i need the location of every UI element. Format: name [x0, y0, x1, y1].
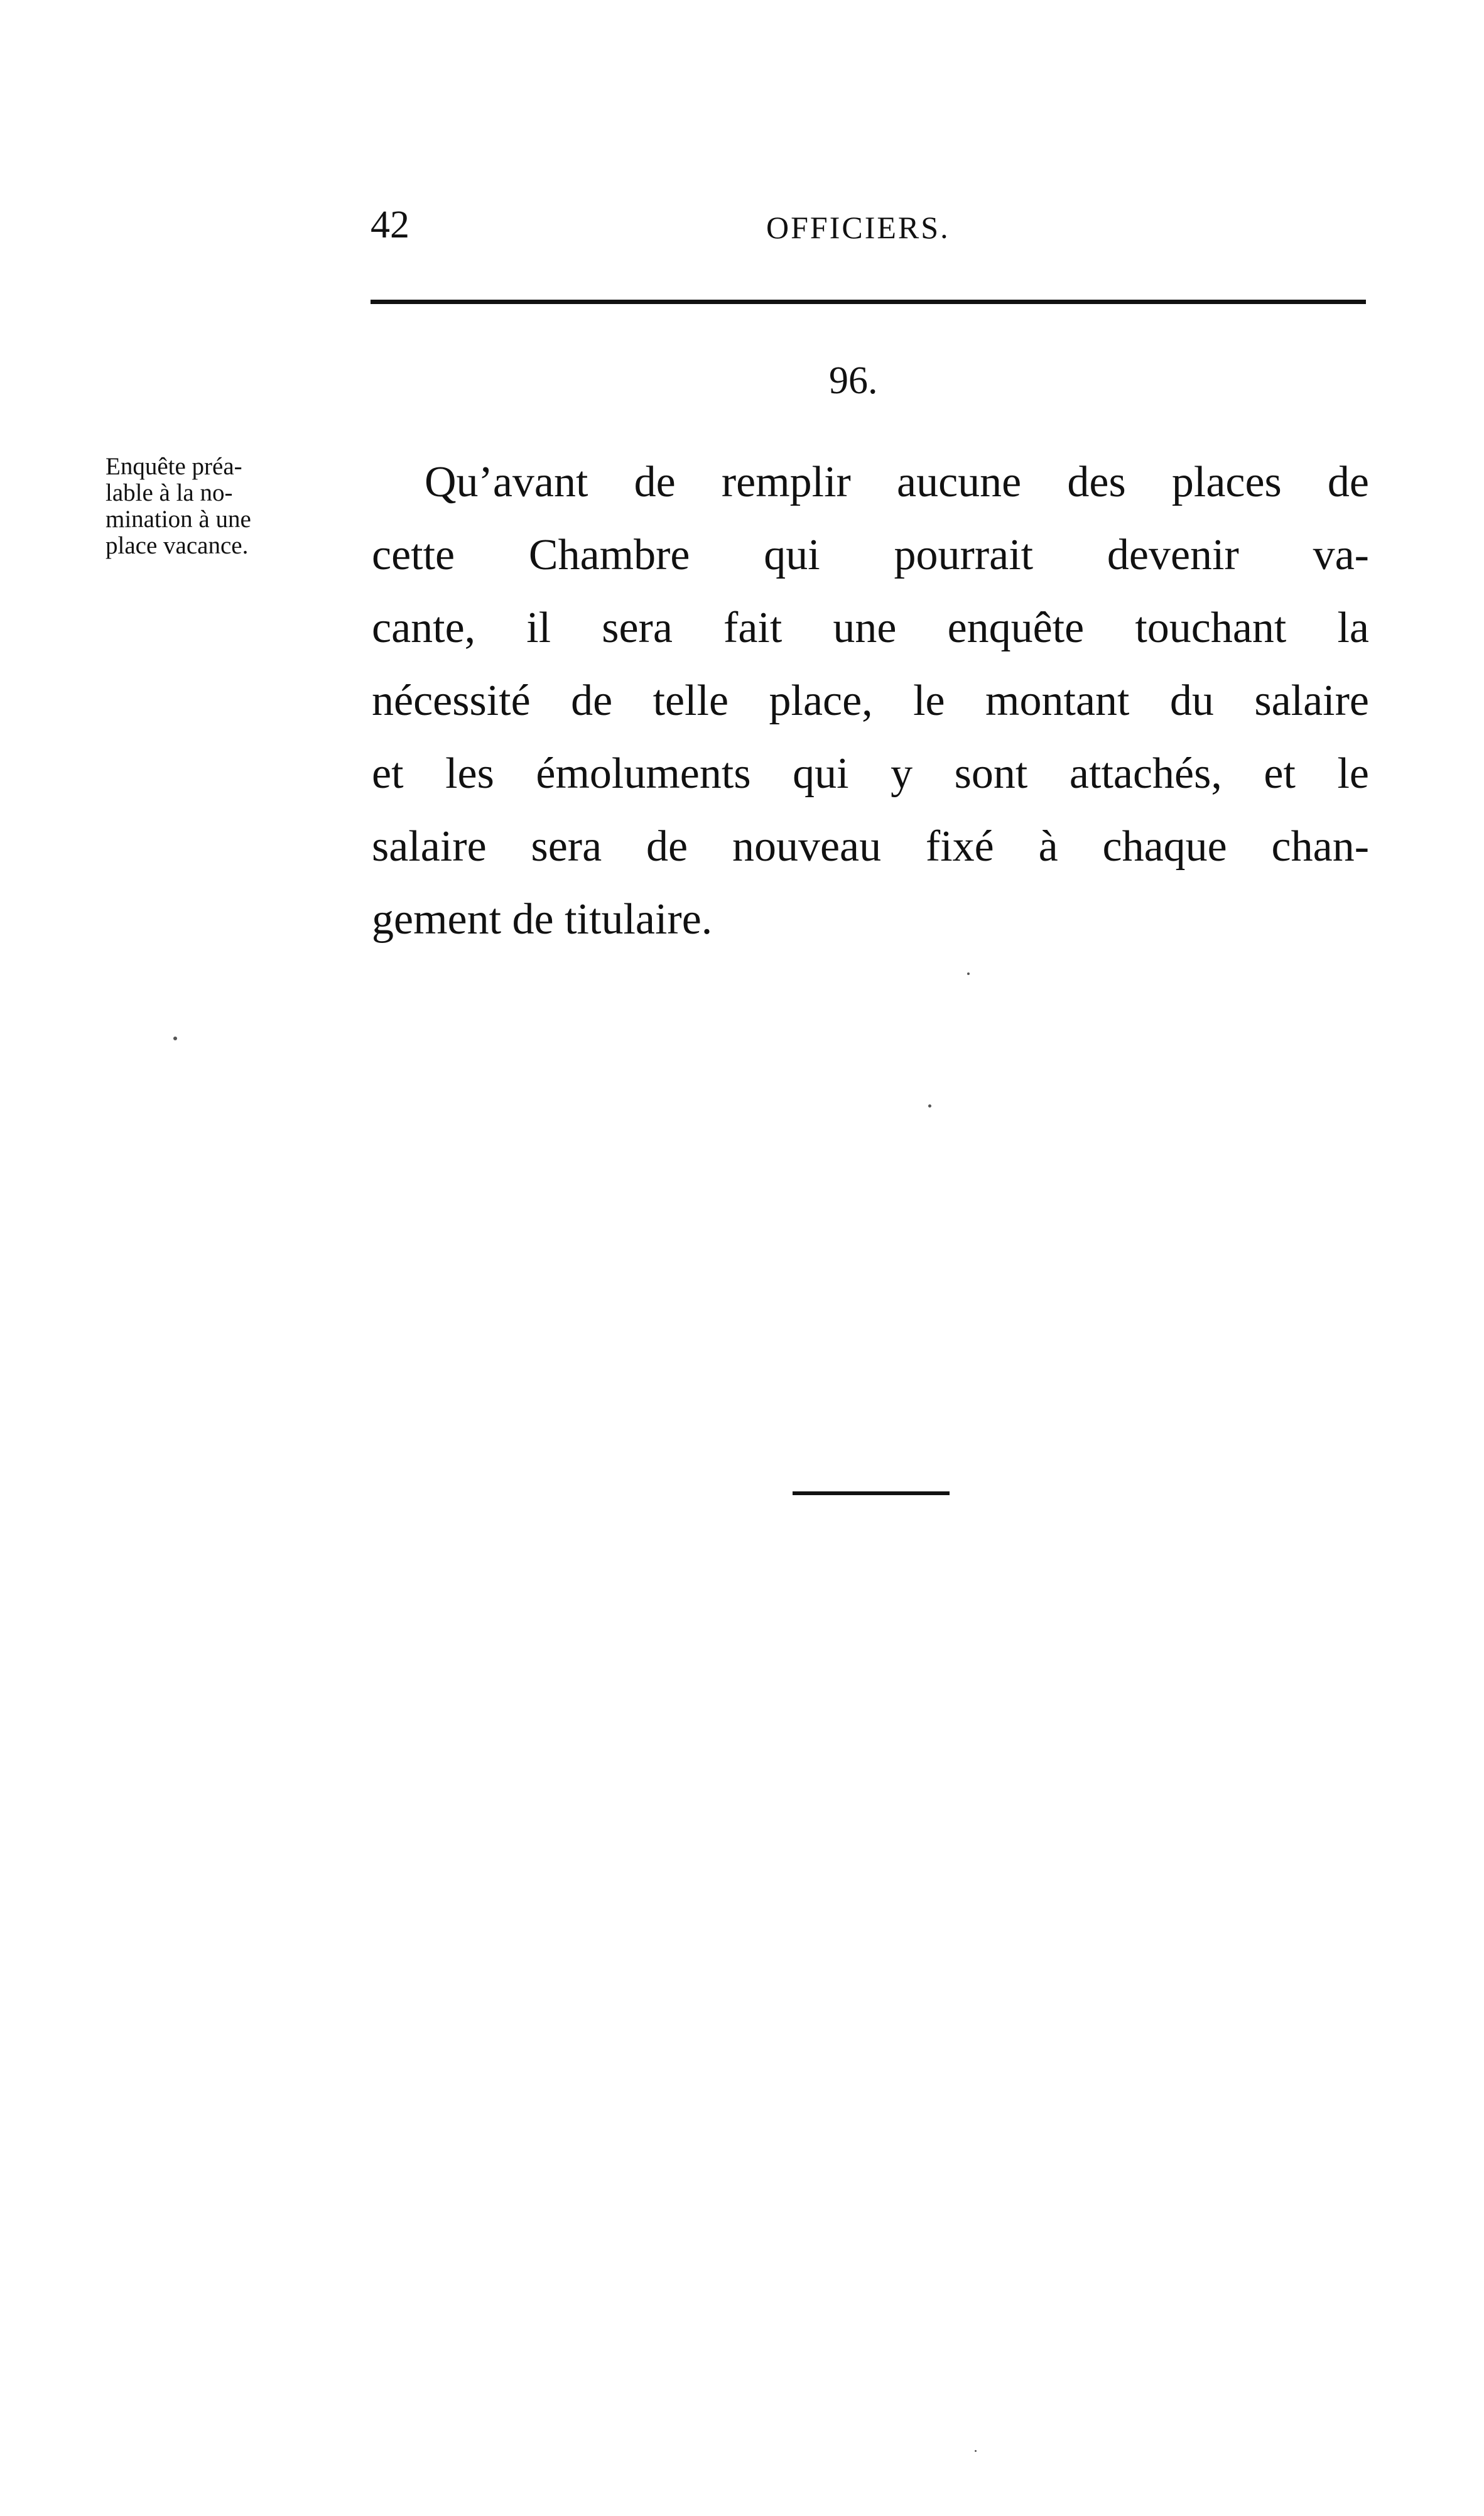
body-paragraph [372, 446, 1369, 956]
header-rule [371, 300, 1366, 304]
margin-note-line: Enquête préa- [106, 453, 242, 480]
body-line: cante, il sera fait une enquête touchant la [372, 604, 1369, 652]
section-number: 96. [829, 359, 878, 402]
page-number: 42 [371, 204, 409, 246]
margin-note-line: place vacance. [106, 532, 249, 559]
body-line: salaire sera de nouveau fixé à chaque chan- [372, 822, 1369, 871]
section-end-rule [793, 1491, 950, 1495]
margin-note [106, 454, 363, 559]
paper-speck [967, 972, 970, 975]
body-line: Qu’avant de remplir aucune des places de [425, 458, 1369, 506]
body-line: et les émoluments qui y sont attachés, et le [372, 749, 1369, 798]
paper-speck [928, 1104, 931, 1108]
body-line: gement de titulaire. [372, 895, 713, 944]
paper-speck [173, 1037, 177, 1040]
body-line: nécessité de telle place, le montant du salaire [372, 677, 1369, 725]
body-line: cette Chambre qui pourrait devenir va- [372, 531, 1369, 579]
margin-note-line: mination à une [106, 506, 251, 533]
margin-note-line: lable à la no- [106, 479, 233, 506]
running-head [371, 200, 1366, 250]
running-title: OFFICIERS. [766, 210, 950, 245]
paper-speck [975, 2450, 977, 2452]
